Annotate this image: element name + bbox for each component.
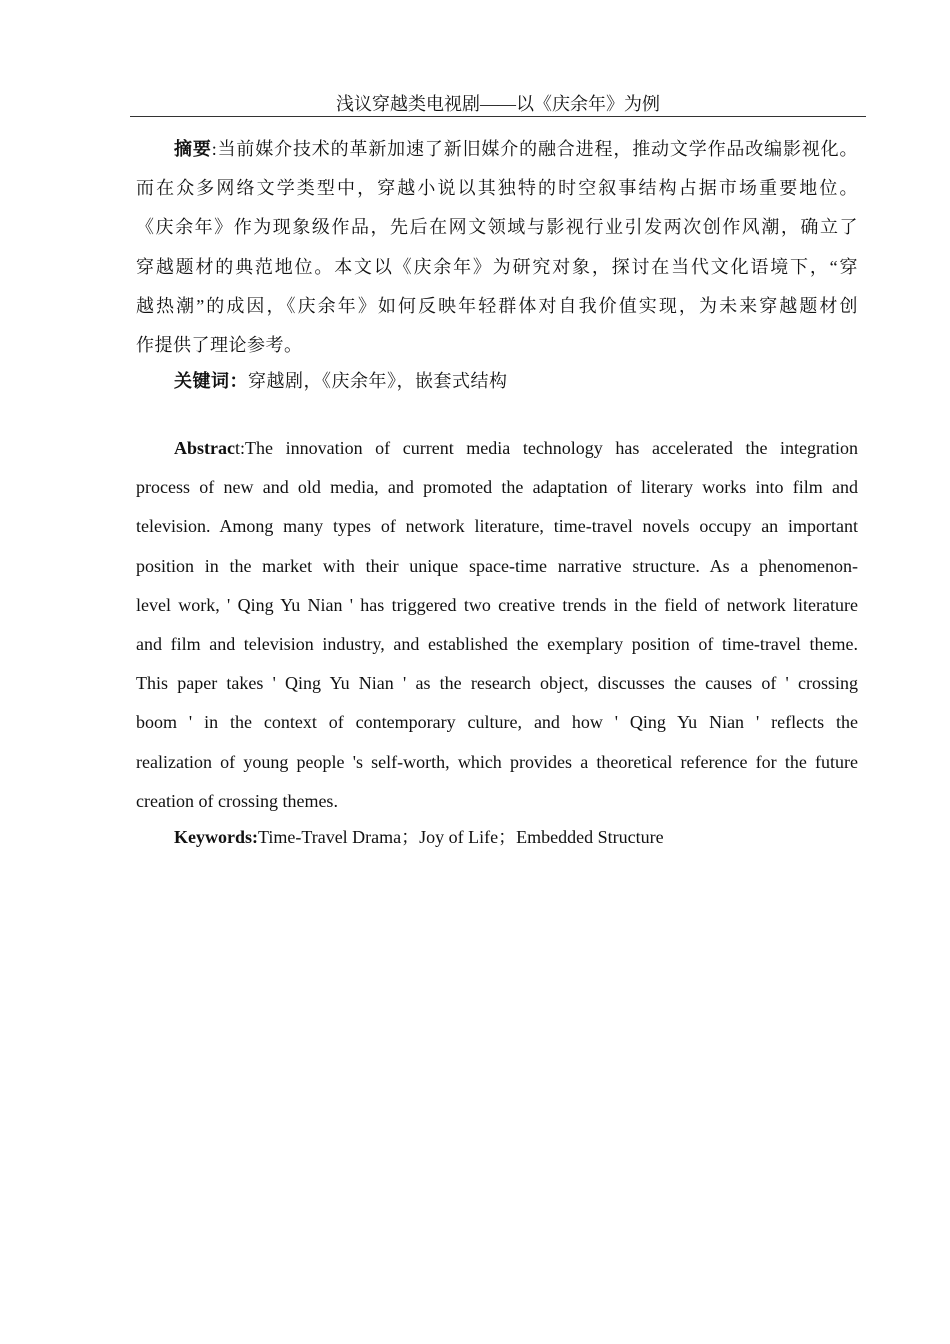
- english-abstract: [136, 429, 858, 821]
- abstract-line: 穿越题材的典范地位。本文以《庆余年》为研究对象，探讨在当代文化语境下，“穿: [136, 256, 858, 277]
- english-keywords: [136, 819, 858, 855]
- abstract-text: 当前媒介技术的革新加速了新旧媒介的融合进程，推动文学作品改编影视化。: [217, 139, 859, 159]
- keywords-text: Time-Travel Drama；Joy of Life；Embedded Structure: [258, 827, 664, 847]
- abstract-line: television. Among many types of network literature, time-travel novels occupy an important: [136, 516, 858, 537]
- abstract-label: Abstrac: [174, 438, 235, 458]
- abstract-line: boom ' in the context of contemporary culture, and how ' Qing Yu Nian ' reflects the: [136, 712, 858, 733]
- header-rule: [130, 116, 866, 117]
- abstract-line: and film and television industry, and established the exemplary position of time-travel theme.: [136, 633, 858, 654]
- page-header-title: 浅议穿越类电视剧——以《庆余年》为例: [336, 94, 660, 114]
- abstract-line: [136, 130, 858, 169]
- chinese-abstract: [136, 130, 858, 365]
- label-separator: :: [211, 139, 218, 159]
- abstract-line: realization of young people 's self-worth, which provides a theoretical reference for the future: [136, 751, 858, 772]
- label-tail: t:: [235, 438, 246, 458]
- abstract-line: process of new and old media, and promoted the adaptation of literary works into film and: [136, 477, 858, 498]
- abstract-line: 作提供了理论参考。: [136, 334, 303, 355]
- abstract-line: 越热潮”的成因，《庆余年》如何反映年轻群体对自我价值实现，为未来穿越题材创: [136, 295, 858, 316]
- abstract-line: [136, 429, 858, 468]
- keywords-label: Keywords:: [174, 827, 258, 847]
- abstract-text: The innovation of current media technology has accelerated the integration: [245, 438, 858, 458]
- chinese-keywords: [136, 363, 858, 399]
- abstract-line: 而在众多网络文学类型中，穿越小说以其独特的时空叙事结构占据市场重要地位。: [136, 178, 858, 199]
- abstract-line: creation of crossing themes.: [136, 790, 338, 811]
- abstract-label: 摘要: [174, 139, 212, 159]
- abstract-line: 《庆余年》作为现象级作品，先后在网文领域与影视行业引发两次创作风潮，确立了: [136, 217, 858, 238]
- abstract-line: position in the market with their unique space-time narrative structure. As a phenomenon-: [136, 555, 858, 576]
- abstract-line: level work, ' Qing Yu Nian ' has triggered two creative trends in the field of network literature: [136, 594, 858, 615]
- keywords-text: 穿越剧，《庆余年》，嵌套式结构: [248, 371, 508, 391]
- keywords-label: 关键词：: [174, 371, 248, 391]
- abstract-line: This paper takes ' Qing Yu Nian ' as the research object, discusses the causes of ' crossing: [136, 673, 858, 694]
